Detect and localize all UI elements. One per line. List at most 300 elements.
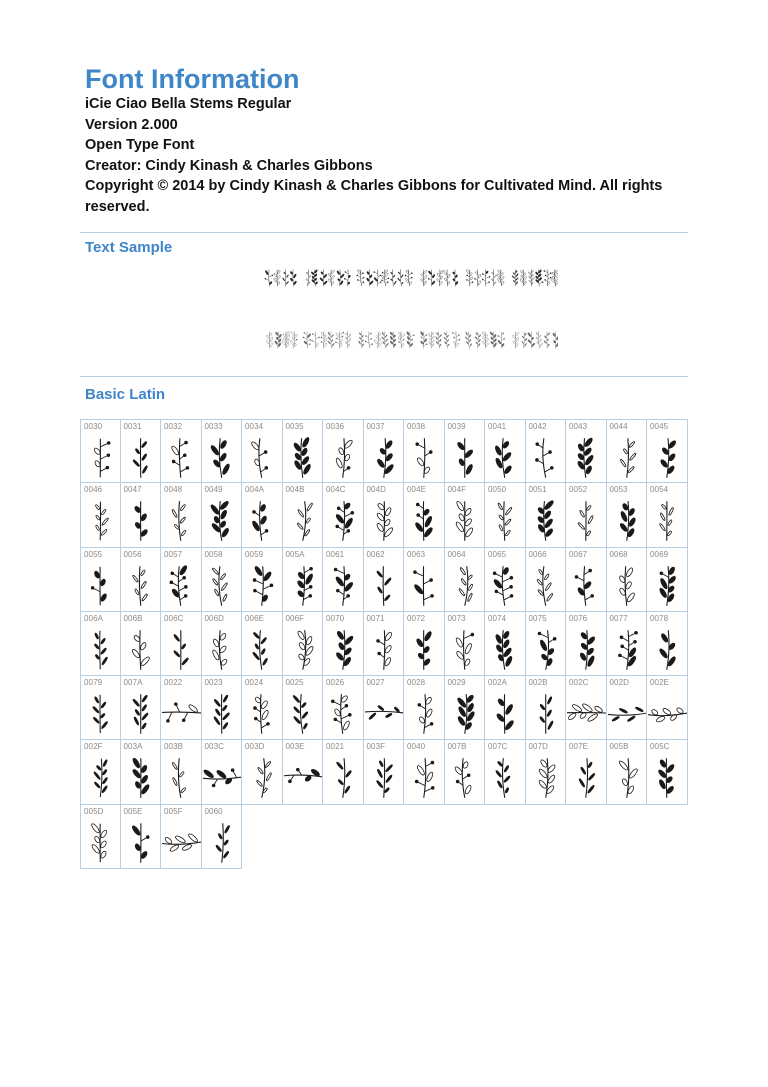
stem-glyph-icon [202, 817, 242, 867]
glyph-cell [202, 740, 243, 804]
font-version: Version 2.000 [85, 116, 178, 133]
glyph-code: 0043 [569, 422, 588, 431]
glyph-cell [283, 612, 324, 676]
glyph-cell [607, 740, 648, 804]
stem-glyph-icon [526, 624, 566, 674]
glyph-cell [242, 740, 283, 804]
stem-glyph-icon [647, 624, 687, 674]
glyph-cell [121, 548, 162, 612]
glyph-code: 0034 [245, 422, 264, 431]
glyph-code: 005C [650, 742, 670, 752]
glyph-row [80, 483, 688, 547]
glyph-cell [80, 419, 121, 483]
glyph-cell [242, 483, 283, 547]
glyph-cell [647, 419, 688, 483]
glyph-cell [647, 548, 688, 612]
stem-glyph-icon [647, 495, 687, 545]
glyph-cell [485, 419, 526, 483]
glyph-cell [566, 612, 607, 676]
glyph-cell [445, 548, 486, 612]
glyph-cell [202, 483, 243, 547]
glyph-code: 0021 [326, 742, 345, 752]
glyph-code: 0056 [123, 549, 142, 559]
font-name: iCie Ciao Bella Stems Regular [85, 96, 292, 112]
stem-glyph-icon [81, 495, 120, 545]
glyph-cell [323, 419, 364, 483]
glyph-cell [202, 612, 243, 676]
glyph-row [80, 676, 688, 740]
glyph-cell [445, 483, 486, 547]
stem-glyph-icon [526, 495, 566, 545]
stem-glyph-icon [161, 752, 201, 802]
glyph-code: 007D [528, 742, 549, 752]
glyph-cell [121, 483, 162, 547]
stem-glyph-icon [81, 817, 120, 867]
glyph-cell [121, 612, 162, 676]
glyph-code: 0026 [326, 678, 345, 688]
glyph-code: 0047 [123, 485, 142, 495]
glyph-cell [242, 419, 283, 483]
glyph-code: 006D [204, 613, 225, 623]
glyph-code: 0024 [245, 678, 264, 688]
stem-glyph-icon [323, 688, 363, 738]
glyph-cell [161, 805, 202, 869]
stem-glyph-icon [485, 752, 525, 802]
glyph-code: 0078 [650, 613, 669, 623]
glyph-cell [121, 419, 162, 483]
stem-glyph-icon [485, 560, 525, 610]
glyph-code: 003E [285, 742, 305, 752]
sample-glyphs-icon [258, 330, 558, 352]
stem-glyph-icon [121, 752, 161, 802]
glyph-code: 0069 [650, 549, 669, 559]
glyph-cell [80, 740, 121, 804]
stem-glyph-icon [404, 624, 444, 674]
glyph-cell [283, 548, 324, 612]
glyph-code: 0048 [164, 485, 183, 495]
glyph-code: 0072 [407, 613, 426, 623]
glyph-code: 0029 [447, 678, 466, 688]
glyph-code: 0053 [609, 485, 628, 495]
text-sample-line-1 [258, 268, 558, 290]
glyph-code: 0035 [285, 422, 304, 431]
glyph-code: 004B [285, 485, 305, 495]
stem-glyph-icon [607, 432, 647, 482]
glyph-cell [404, 419, 445, 483]
stem-glyph-icon [242, 432, 282, 482]
stem-glyph-icon [121, 560, 161, 610]
glyph-code: 0045 [650, 422, 669, 431]
text-sample-line-2 [258, 330, 558, 352]
stem-glyph-icon [607, 624, 647, 674]
stem-glyph-icon [566, 752, 606, 802]
stem-glyph-icon [81, 560, 120, 610]
glyph-cell [566, 419, 607, 483]
glyph-cell [526, 548, 567, 612]
stem-glyph-icon [445, 495, 485, 545]
glyph-code: 0040 [407, 742, 426, 752]
glyph-code: 0042 [528, 422, 547, 431]
stem-glyph-icon [364, 495, 404, 545]
glyph-code: 0067 [569, 549, 588, 559]
glyph-row [80, 612, 688, 676]
stem-glyph-icon [323, 560, 363, 610]
stem-glyph-icon [242, 624, 282, 674]
glyph-cell [283, 676, 324, 740]
glyph-code: 005B [609, 742, 629, 752]
glyph-cell [80, 612, 121, 676]
glyph-row [80, 548, 688, 612]
glyph-cell [80, 483, 121, 547]
glyph-code: 0025 [285, 678, 304, 688]
glyph-cell [566, 740, 607, 804]
glyph-code: 002E [650, 678, 670, 688]
stem-glyph-icon [364, 624, 404, 674]
glyph-cell [323, 483, 364, 547]
glyph-code: 003F [366, 742, 386, 752]
stem-glyph-icon [202, 495, 242, 545]
glyph-cell [445, 612, 486, 676]
glyph-cell [161, 740, 202, 804]
glyph-code: 0065 [488, 549, 507, 559]
stem-glyph-icon [202, 432, 242, 482]
glyph-code: 005D [84, 806, 104, 816]
glyph-code: 007C [488, 742, 508, 752]
glyph-code: 0054 [650, 485, 669, 495]
glyph-code: 0036 [326, 422, 345, 431]
glyph-cell [647, 612, 688, 676]
stem-glyph-icon [121, 817, 161, 867]
glyph-code: 006B [123, 613, 143, 623]
stem-glyph-icon [323, 752, 363, 802]
glyph-cell [323, 740, 364, 804]
stem-glyph-icon [404, 752, 444, 802]
stem-glyph-icon [404, 495, 444, 545]
font-type: Open Type Font [85, 137, 195, 153]
glyph-code: 004C [326, 485, 346, 495]
stem-glyph-icon [566, 624, 606, 674]
stem-glyph-icon [283, 752, 323, 802]
glyph-cell [161, 548, 202, 612]
stem-glyph-icon [323, 495, 363, 545]
glyph-cell [607, 676, 648, 740]
stem-glyph-icon [607, 495, 647, 545]
glyph-cell [404, 548, 445, 612]
stem-glyph-icon [445, 688, 485, 738]
glyph-code: 0051 [528, 485, 547, 495]
stem-glyph-icon [566, 495, 606, 545]
glyph-cell [485, 612, 526, 676]
font-creator: Creator: Cindy Kinash & Charles Gibbons [85, 157, 373, 174]
stem-glyph-icon [283, 624, 323, 674]
glyph-cell [445, 676, 486, 740]
glyph-cell [607, 548, 648, 612]
stem-glyph-icon [647, 432, 687, 482]
glyph-code: 003C [204, 742, 225, 752]
stem-glyph-icon [607, 688, 647, 738]
glyph-code: 007B [447, 742, 467, 752]
glyph-grid [80, 419, 688, 869]
glyph-cell [404, 483, 445, 547]
glyph-code: 0049 [204, 485, 223, 495]
glyph-code: 0037 [366, 422, 385, 431]
glyph-code: 004A [245, 485, 265, 495]
glyph-cell [283, 419, 324, 483]
glyph-cell [323, 676, 364, 740]
glyph-cell [161, 676, 202, 740]
glyph-cell [80, 676, 121, 740]
glyph-code: 004D [366, 485, 387, 495]
stem-glyph-icon [364, 752, 404, 802]
stem-glyph-icon [242, 495, 282, 545]
glyph-code: 007E [569, 742, 589, 752]
glyph-cell [526, 676, 567, 740]
stem-glyph-icon [526, 752, 566, 802]
stem-glyph-icon [202, 752, 242, 802]
glyph-code: 0031 [123, 422, 142, 431]
glyph-row [80, 740, 688, 804]
glyph-cell [121, 805, 162, 869]
glyph-cell [566, 548, 607, 612]
glyph-code: 0064 [447, 549, 466, 559]
section-divider [80, 376, 688, 377]
glyph-cell [526, 740, 567, 804]
glyph-cell [607, 612, 648, 676]
stem-glyph-icon [404, 688, 444, 738]
stem-glyph-icon [607, 560, 647, 610]
stem-glyph-icon [607, 752, 647, 802]
stem-glyph-icon [81, 432, 120, 482]
glyph-code: 0046 [84, 485, 103, 495]
glyph-cell [647, 483, 688, 547]
glyph-cell [202, 548, 243, 612]
glyph-code: 0077 [609, 613, 628, 623]
stem-glyph-icon [283, 560, 323, 610]
stem-glyph-icon [323, 624, 363, 674]
stem-glyph-icon [445, 624, 485, 674]
glyph-code: 002F [84, 742, 103, 752]
glyph-code: 0079 [84, 678, 103, 688]
stem-glyph-icon [121, 688, 161, 738]
glyph-cell [80, 805, 121, 869]
glyph-code: 0050 [488, 485, 507, 495]
glyph-code: 0076 [569, 613, 588, 623]
glyph-cell [526, 612, 567, 676]
glyph-cell [526, 483, 567, 547]
glyph-cell [202, 419, 243, 483]
glyph-code: 0023 [204, 678, 223, 688]
glyph-code: 0030 [84, 422, 103, 431]
glyph-cell [161, 483, 202, 547]
glyph-code: 0073 [447, 613, 466, 623]
glyph-cell [323, 548, 364, 612]
glyph-cell [364, 676, 405, 740]
stem-glyph-icon [566, 560, 606, 610]
glyph-cell [647, 676, 688, 740]
glyph-cell [404, 740, 445, 804]
glyph-cell [364, 419, 405, 483]
stem-glyph-icon [485, 432, 525, 482]
glyph-code: 007A [123, 678, 143, 688]
stem-glyph-icon [566, 688, 606, 738]
stem-glyph-icon [161, 495, 201, 545]
glyph-code: 0075 [528, 613, 547, 623]
glyph-code: 0057 [164, 549, 183, 559]
glyph-cell [161, 612, 202, 676]
glyph-code: 0070 [326, 613, 345, 623]
glyph-code: 006F [285, 613, 305, 623]
glyph-code: 0052 [569, 485, 588, 495]
glyph-code: 0028 [407, 678, 426, 688]
page-title: Font Information [85, 64, 300, 94]
glyph-code: 0027 [366, 678, 385, 688]
glyph-code: 003B [164, 742, 184, 752]
stem-glyph-icon [121, 624, 161, 674]
glyph-cell [283, 483, 324, 547]
glyph-code: 003A [123, 742, 143, 752]
glyph-cell [202, 805, 243, 869]
glyph-cell [485, 740, 526, 804]
glyph-code: 0033 [204, 422, 223, 431]
glyph-cell [364, 548, 405, 612]
glyph-code: 002D [609, 678, 630, 688]
glyph-code: 006A [84, 613, 104, 623]
stem-glyph-icon [242, 688, 282, 738]
glyph-code: 005A [285, 549, 305, 559]
glyph-cell [404, 676, 445, 740]
glyph-code: 004F [447, 485, 467, 495]
stem-glyph-icon [485, 495, 525, 545]
stem-glyph-icon [445, 432, 485, 482]
glyph-cell [485, 548, 526, 612]
stem-glyph-icon [526, 560, 566, 610]
glyph-code: 0055 [84, 549, 103, 559]
glyph-cell [485, 676, 526, 740]
stem-glyph-icon [364, 688, 404, 738]
stem-glyph-icon [242, 560, 282, 610]
glyph-cell [526, 419, 567, 483]
glyph-code: 006E [245, 613, 265, 623]
glyph-code: 002C [569, 678, 589, 688]
glyph-code: 002B [528, 678, 548, 688]
glyph-code: 006C [164, 613, 184, 623]
glyph-row [80, 805, 688, 869]
glyph-code: 0032 [164, 422, 183, 431]
glyph-code: 002A [488, 678, 508, 688]
glyph-code: 0039 [447, 422, 466, 431]
glyph-cell [647, 740, 688, 804]
basic-latin-heading: Basic Latin [85, 386, 166, 403]
stem-glyph-icon [647, 688, 687, 738]
stem-glyph-icon [121, 432, 161, 482]
font-meta [85, 94, 715, 217]
glyph-code: 005E [123, 806, 143, 816]
glyph-code: 0059 [245, 549, 264, 559]
glyph-cell [364, 740, 405, 804]
glyph-code: 0063 [407, 549, 426, 559]
stem-glyph-icon [81, 752, 120, 802]
stem-glyph-icon [364, 432, 404, 482]
glyph-code: 0071 [366, 613, 385, 623]
sample-glyphs-icon [258, 268, 558, 290]
stem-glyph-icon [566, 432, 606, 482]
stem-glyph-icon [526, 688, 566, 738]
stem-glyph-icon [445, 752, 485, 802]
glyph-code: 0022 [164, 678, 183, 688]
stem-glyph-icon [445, 560, 485, 610]
glyph-code: 0074 [488, 613, 507, 623]
glyph-cell [445, 740, 486, 804]
glyph-cell [607, 483, 648, 547]
stem-glyph-icon [647, 560, 687, 610]
stem-glyph-icon [242, 752, 282, 802]
stem-glyph-icon [161, 688, 201, 738]
stem-glyph-icon [121, 495, 161, 545]
glyph-cell [242, 676, 283, 740]
glyph-cell [445, 419, 486, 483]
glyph-code: 0041 [488, 422, 507, 431]
glyph-code: 005F [164, 806, 183, 816]
glyph-code: 0066 [528, 549, 547, 559]
glyph-code: 003D [245, 742, 265, 752]
stem-glyph-icon [526, 432, 566, 482]
stem-glyph-icon [202, 560, 242, 610]
stem-glyph-icon [81, 688, 120, 738]
glyph-cell [566, 676, 607, 740]
font-copyright: Copyright © 2014 by Cindy Kinash & Charles Gibbons for Cultivated Mind. All rights reserved. [85, 178, 663, 215]
glyph-code: 0062 [366, 549, 385, 559]
glyph-cell [80, 548, 121, 612]
glyph-cell [485, 483, 526, 547]
text-sample-heading: Text Sample [85, 239, 173, 256]
stem-glyph-icon [202, 688, 242, 738]
glyph-code: 0068 [609, 549, 628, 559]
stem-glyph-icon [161, 560, 201, 610]
stem-glyph-icon [283, 495, 323, 545]
glyph-code: 0038 [407, 422, 426, 431]
glyph-cell [364, 483, 405, 547]
glyph-code: 0058 [204, 549, 223, 559]
stem-glyph-icon [485, 624, 525, 674]
stem-glyph-icon [323, 432, 363, 482]
stem-glyph-icon [81, 624, 120, 674]
glyph-cell [607, 419, 648, 483]
glyph-cell [242, 548, 283, 612]
glyph-code: 0061 [326, 549, 345, 559]
glyph-cell [202, 676, 243, 740]
stem-glyph-icon [647, 752, 687, 802]
glyph-code: 0060 [204, 806, 223, 816]
stem-glyph-icon [404, 560, 444, 610]
stem-glyph-icon [485, 688, 525, 738]
stem-glyph-icon [404, 432, 444, 482]
glyph-cell [323, 612, 364, 676]
glyph-code: 0044 [609, 422, 628, 431]
glyph-cell [566, 483, 607, 547]
section-divider [80, 232, 688, 233]
stem-glyph-icon [283, 432, 323, 482]
stem-glyph-icon [161, 817, 201, 867]
glyph-cell [404, 612, 445, 676]
glyph-cell [121, 740, 162, 804]
glyph-code: 004E [407, 485, 427, 495]
stem-glyph-icon [364, 560, 404, 610]
glyph-cell [121, 676, 162, 740]
stem-glyph-icon [202, 624, 242, 674]
stem-glyph-icon [161, 432, 201, 482]
glyph-cell [283, 740, 324, 804]
glyph-cell [161, 419, 202, 483]
